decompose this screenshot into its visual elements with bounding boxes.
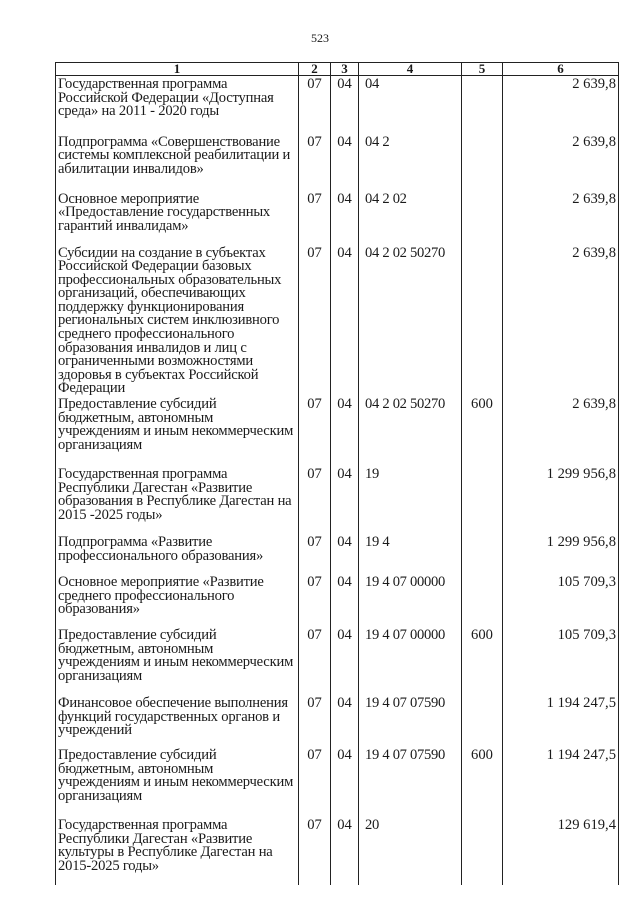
table-row — [56, 534, 619, 574]
row-target-code: 20 — [359, 817, 462, 885]
page-number: 523 — [311, 31, 329, 45]
table-row — [56, 574, 619, 627]
row-target-code: 19 4 07 00000 — [359, 574, 462, 627]
row-name: Основное мероприятие «Развитие среднего профессионального образования» — [56, 574, 299, 627]
row-target-code: 19 4 07 07590 — [359, 747, 462, 817]
row-sum: 2 639,8 — [503, 396, 619, 466]
row-subsection: 04 — [331, 574, 359, 627]
row-name: Подпрограмма «Развитие профессионального образования» — [56, 534, 299, 574]
row-subsection: 04 — [331, 534, 359, 574]
row-sum: 1 299 956,8 — [503, 466, 619, 534]
row-section: 07 — [299, 466, 331, 534]
column-header-5: 5 — [462, 63, 503, 76]
row-expense-type — [462, 76, 503, 134]
row-sum: 1 299 956,8 — [503, 534, 619, 574]
row-expense-type — [462, 574, 503, 627]
row-sum: 2 639,8 — [503, 245, 619, 397]
row-subsection: 04 — [331, 191, 359, 245]
row-name: Государственная программа Республики Дагестан «Развитие культуры в Республике Дагестан на 2015-2025 годы» — [56, 817, 299, 885]
row-target-code: 19 4 07 07590 — [359, 695, 462, 747]
row-subsection: 04 — [331, 76, 359, 134]
table-row — [56, 76, 619, 134]
row-expense-type — [462, 245, 503, 397]
row-sum: 2 639,8 — [503, 76, 619, 134]
row-section: 07 — [299, 627, 331, 695]
row-expense-type — [462, 695, 503, 747]
row-sum: 105 709,3 — [503, 627, 619, 695]
row-target-code: 04 2 02 — [359, 191, 462, 245]
row-name: Предоставление субсидий бюджетным, автономным учреждениям и иным некоммерческим организациям — [56, 396, 299, 466]
row-section: 07 — [299, 817, 331, 885]
row-target-code: 19 4 07 00000 — [359, 627, 462, 695]
column-header-6: 6 — [503, 63, 619, 76]
table-row — [56, 466, 619, 534]
row-expense-type — [462, 534, 503, 574]
row-sum: 2 639,8 — [503, 134, 619, 191]
table-row — [56, 396, 619, 466]
table-row — [56, 627, 619, 695]
row-name: Государственная программа Российской Федерации «Доступная среда» на 2011 - 2020 годы — [56, 76, 299, 134]
row-expense-type: 600 — [462, 747, 503, 817]
row-name: Субсидии на создание в субъектах Российской Федерации базовых профессиональных образовательных организаций, обеспечивающих поддержку функционирования региональных систем инклюзивного среднего профессионального образования инвалидов и лиц с ограниченными возможностями здоровья в субъектах Российской Федерации — [56, 245, 299, 397]
row-sum: 2 639,8 — [503, 191, 619, 245]
row-expense-type: 600 — [462, 396, 503, 466]
row-name: Государственная программа Республики Дагестан «Развитие образования в Республике Дагестан на 2015 -2025 годы» — [56, 466, 299, 534]
row-name: Предоставление субсидий бюджетным, автономным учреждениям и иным некоммерческим организациям — [56, 747, 299, 817]
row-subsection: 04 — [331, 466, 359, 534]
row-section: 07 — [299, 134, 331, 191]
row-subsection: 04 — [331, 695, 359, 747]
row-target-code: 04 2 — [359, 134, 462, 191]
budget-table — [55, 62, 619, 885]
row-target-code: 04 2 02 50270 — [359, 245, 462, 397]
row-sum: 105 709,3 — [503, 574, 619, 627]
row-name: Предоставление субсидий бюджетным, автономным учреждениям и иным некоммерческим организациям — [56, 627, 299, 695]
table-row — [56, 191, 619, 245]
row-subsection: 04 — [331, 627, 359, 695]
row-section: 07 — [299, 534, 331, 574]
table-header-row — [56, 63, 619, 76]
row-name: Финансовое обеспечение выполнения функций государственных органов и учреждений — [56, 695, 299, 747]
row-sum: 1 194 247,5 — [503, 747, 619, 817]
table-row — [56, 747, 619, 817]
table-row — [56, 817, 619, 885]
row-target-code: 19 — [359, 466, 462, 534]
row-section: 07 — [299, 747, 331, 817]
row-section: 07 — [299, 396, 331, 466]
row-target-code: 04 2 02 50270 — [359, 396, 462, 466]
row-name: Основное мероприятие «Предоставление государственных гарантий инвалидам» — [56, 191, 299, 245]
row-subsection: 04 — [331, 134, 359, 191]
row-target-code: 04 — [359, 76, 462, 134]
row-section: 07 — [299, 191, 331, 245]
row-expense-type — [462, 191, 503, 245]
row-expense-type — [462, 817, 503, 885]
row-section: 07 — [299, 76, 331, 134]
row-subsection: 04 — [331, 817, 359, 885]
row-section: 07 — [299, 695, 331, 747]
row-target-code: 19 4 — [359, 534, 462, 574]
row-expense-type — [462, 134, 503, 191]
row-expense-type: 600 — [462, 627, 503, 695]
column-header-2: 2 — [299, 63, 331, 76]
row-subsection: 04 — [331, 245, 359, 397]
table-row — [56, 134, 619, 191]
table-row — [56, 245, 619, 397]
row-name: Подпрограмма «Совершенствование системы комплексной реабилитации и абилитации инвалидов» — [56, 134, 299, 191]
row-section: 07 — [299, 245, 331, 397]
row-subsection: 04 — [331, 396, 359, 466]
table-row — [56, 695, 619, 747]
column-header-3: 3 — [331, 63, 359, 76]
column-header-4: 4 — [359, 63, 462, 76]
row-sum: 129 619,4 — [503, 817, 619, 885]
row-expense-type — [462, 466, 503, 534]
row-section: 07 — [299, 574, 331, 627]
row-subsection: 04 — [331, 747, 359, 817]
row-sum: 1 194 247,5 — [503, 695, 619, 747]
column-header-1: 1 — [56, 63, 299, 76]
